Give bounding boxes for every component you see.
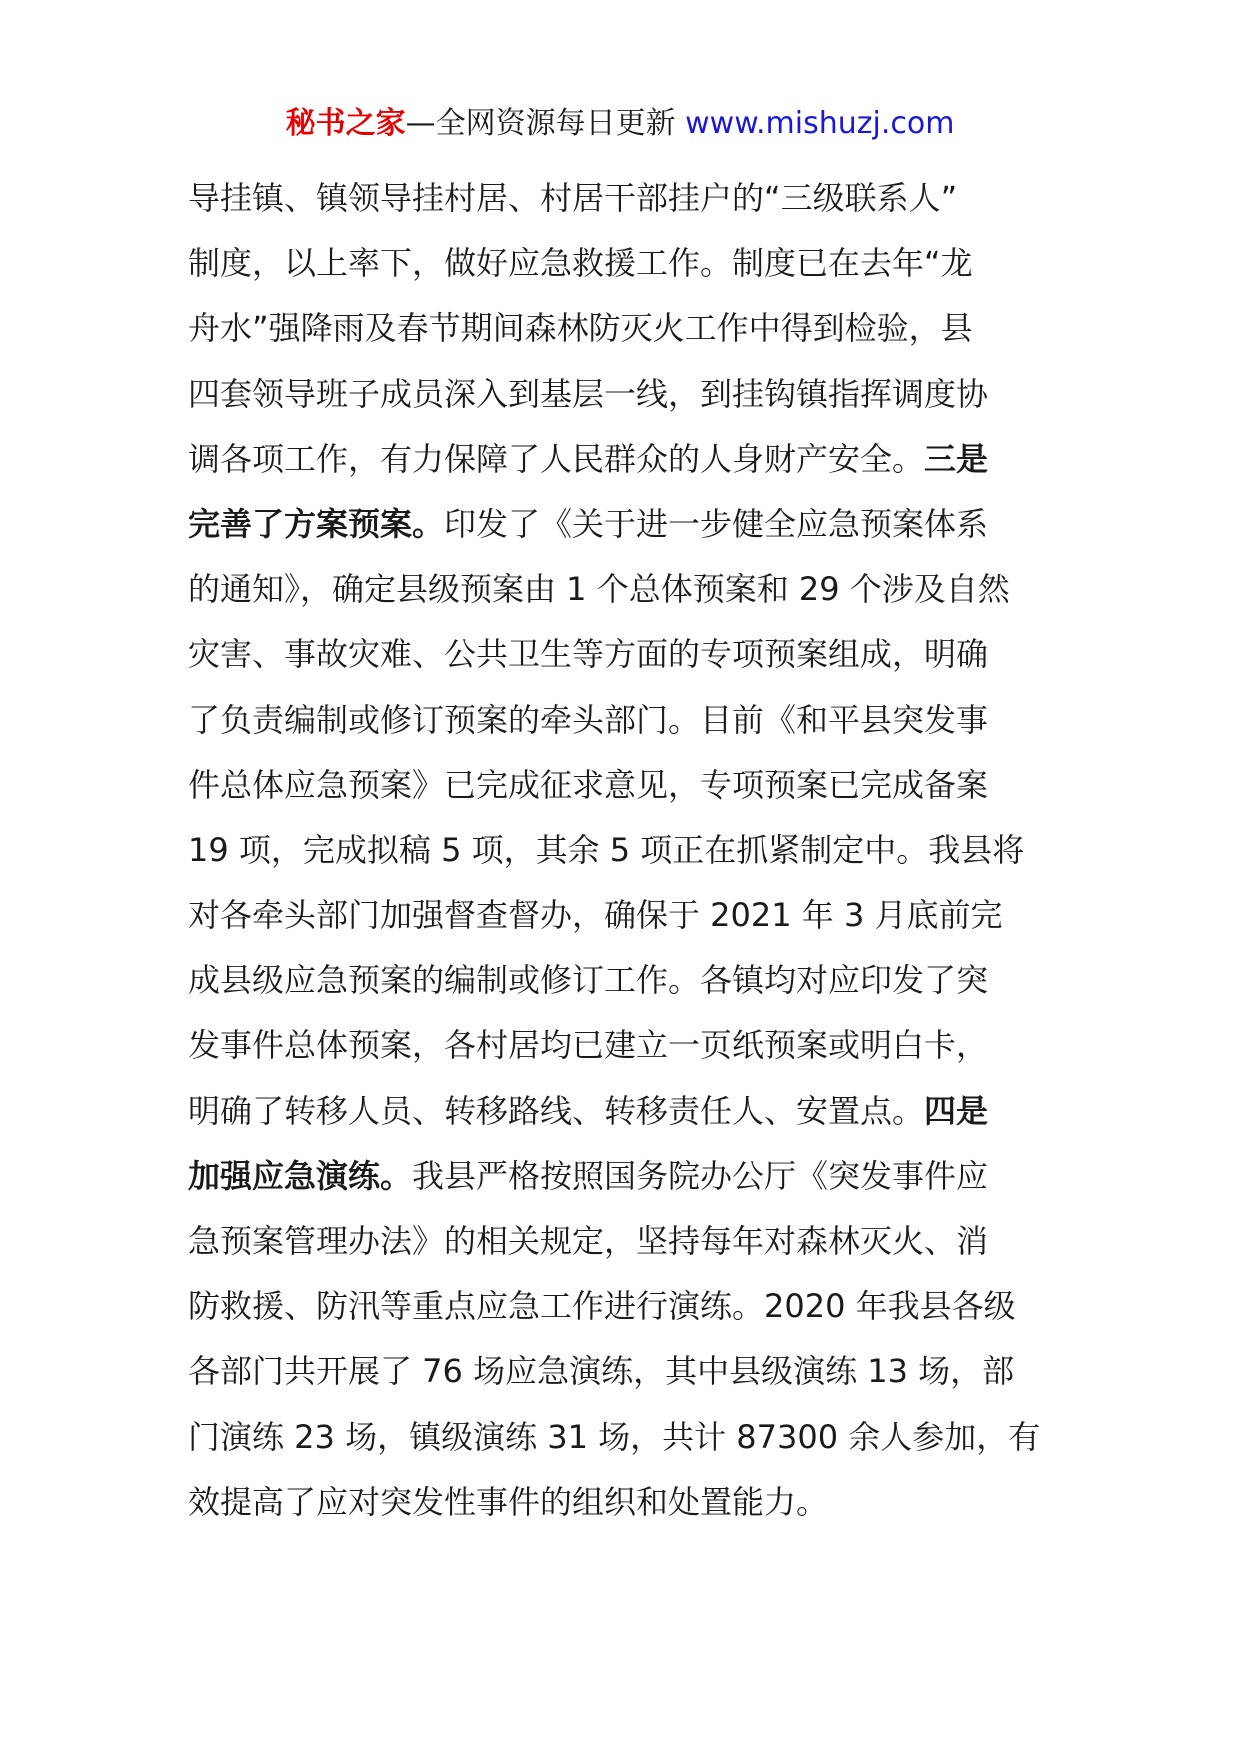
body-text: 效提高了应对突发性事件的组织和处置能力。 [188,1482,829,1521]
text-line [188,1209,1068,1274]
brand-name: 秘书之家 [285,106,406,141]
text-line [188,753,1068,818]
text-line [188,166,1068,231]
body-text: 制度，以上率下，做好应急救援工作。制度已在去年“龙 [188,244,973,283]
body-text: 件总体应急预案》已完成征求意见，专项预案已完成备案 [188,765,989,804]
text-line [188,1470,1068,1535]
body-text: 对各牵头部门加强督查督办，确保于 2021 年 3 月底前完 [188,896,1003,935]
text-line [188,1013,1068,1078]
text-line [188,883,1068,948]
text-line [188,231,1068,296]
body-text: 导挂镇、镇领导挂村居、村居干部挂户的“三级联系人” [188,179,958,217]
body-text: 调各项工作，有力保障了人民群众的人身财产安全。 [188,439,925,478]
body-text: 急预案管理办法》的相关规定，坚持每年对森林灭火、消 [188,1222,989,1260]
body-text: 了负责编制或修订预案的牵头部门。目前《和平县突发事 [188,700,989,739]
site-url-link[interactable]: www.mishuzj.com [685,106,955,141]
text-line [188,1144,1068,1209]
body-text: 我县严格按照国务院办公厅《突发事件应 [412,1156,989,1195]
text-line [188,1274,1068,1339]
body-text: 19 项，完成拟稿 5 项，其余 5 项正在抓紧制定中。我县将 [188,830,1025,869]
body-text: 明确了转移人员、转移路线、转移责任人、安置点。 [188,1091,925,1130]
body-text: 灾害、事故灾难、公共卫生等方面的专项预案组成，明确 [188,635,989,674]
body-text: 门演练 23 场，镇级演练 31 场，共计 87300 余人参加，有 [188,1417,1041,1456]
body-text: 印发了《关于进一步健全应急预案体系 [444,504,989,543]
text-line [188,622,1068,687]
text-line [188,1405,1068,1470]
body-text: 防救援、防汛等重点应急工作进行演练。2020 年我县各级 [188,1287,1016,1326]
text-line [188,688,1068,753]
document-body [188,166,1068,1535]
text-line [188,362,1068,427]
body-text: 四套领导班子成员深入到基层一线，到挂钩镇指挥调度协 [188,374,989,413]
bold-heading-text: 三是 [924,439,989,478]
site-header [0,102,1240,146]
body-text: 各部门共开展了 76 场应急演练，其中县级演练 13 场，部 [188,1352,1015,1391]
text-line [188,1339,1068,1404]
text-line [188,296,1068,361]
body-text: 成县级应急预案的编制或修订工作。各镇均对应印发了突 [188,961,989,1000]
body-text: 的通知》，确定县级预案由 1 个总体预案和 29 个涉及自然 [188,570,1010,609]
text-line [188,818,1068,883]
bold-heading-text: 完善了方案预案。 [188,504,445,543]
text-line [188,1079,1068,1144]
header-tagline: —全网资源每日更新 [405,106,676,141]
body-text: 舟水”强降雨及春节期间森林防灭火工作中得到检验，县 [188,309,973,348]
text-line [188,557,1068,622]
text-line [188,948,1068,1013]
body-text: 发事件总体预案，各村居均已建立一页纸预案或明白卡， [188,1026,989,1065]
bold-heading-text: 加强应急演练。 [188,1156,413,1195]
text-line [188,427,1068,492]
text-line [188,492,1068,557]
bold-heading-text: 四是 [924,1091,989,1130]
